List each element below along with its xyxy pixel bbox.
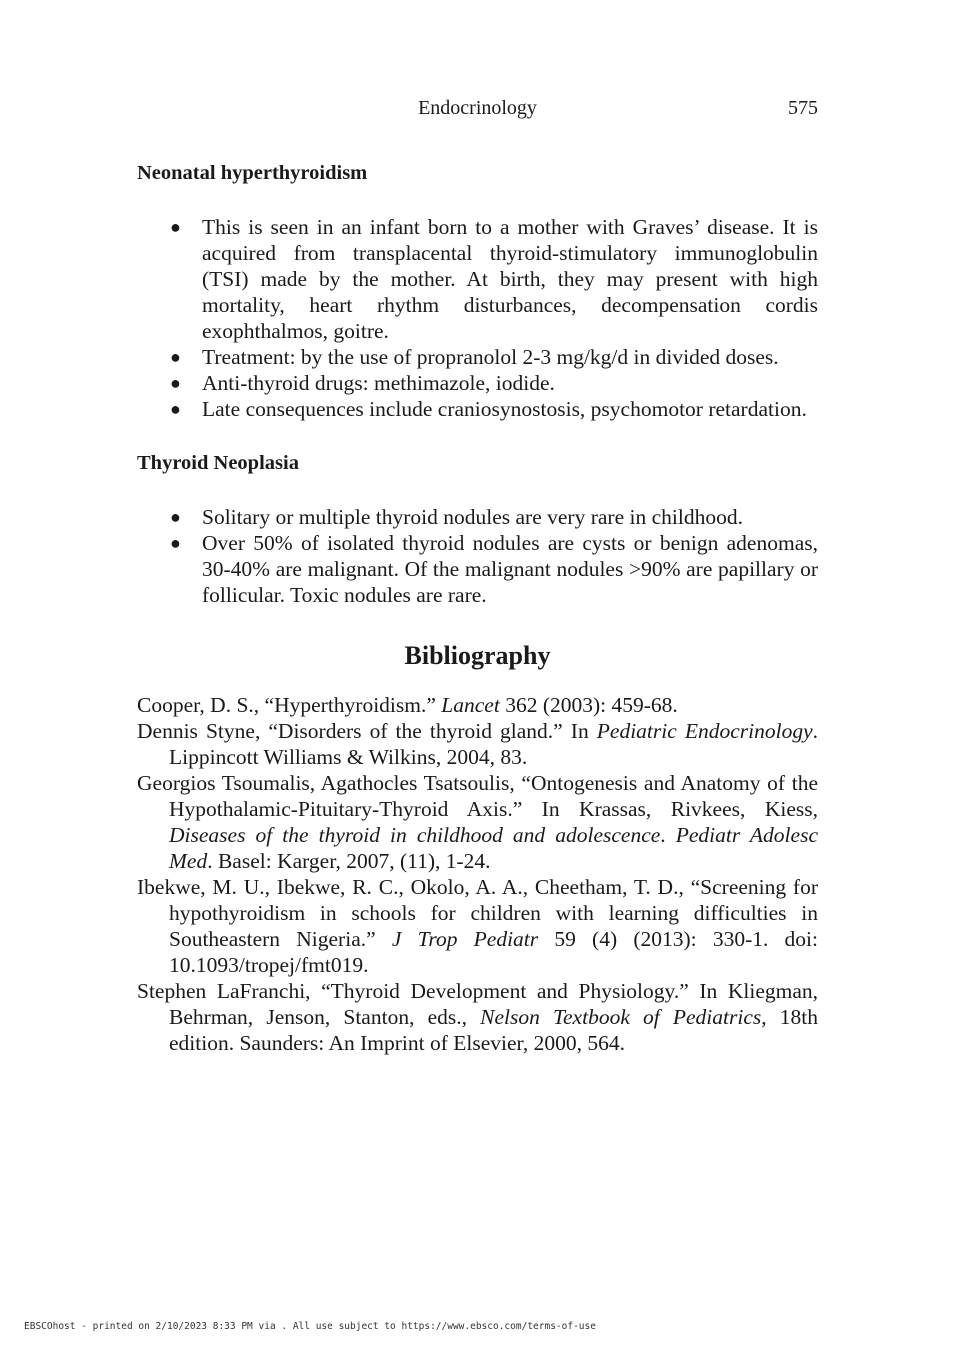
- bullet-icon: ●: [170, 507, 181, 527]
- list-item-text: Late consequences include craniosynostosis, psychomotor retardation.: [202, 397, 807, 421]
- list-item: [137, 344, 818, 370]
- bullet-icon: ●: [170, 373, 181, 393]
- running-title: Endocrinology: [418, 97, 537, 119]
- bullet-icon: ●: [170, 217, 181, 237]
- bibliography-entry: Stephen LaFranchi, “Thyroid Development and Physiology.” In Kliegman, Behrman, Jenson, Stanton, eds., Nelson Textbook of Pediatrics, 18th edition. Saunders: An Imprint of Elsevier, 2000, 564.: [137, 979, 818, 1055]
- bibliography-entry: Georgios Tsoumalis, Agathocles Tsatsoulis, “Ontogenesis and Anatomy of the Hypothalamic-Pituitary-Thyroid Axis.” In Krassas, Rivkees, Kiess, Diseases of the thyroid in childhood and adolescence. Pediatr Adolesc Med. Basel: Karger, 2007, (11), 1-24.: [137, 771, 818, 873]
- bullet-list: [137, 504, 818, 608]
- bibliography-entry: Ibekwe, M. U., Ibekwe, R. C., Okolo, A. A., Cheetham, T. D., “Screening for hypothyroidism in schools for children with learning difficulties in Southeastern Nigeria.” J Trop Pediatr 59 (4) (2013): 330-1. doi: 10.1093/tropej/fmt019.: [137, 875, 818, 977]
- list-item-text: Over 50% of isolated thyroid nodules are cysts or benign adenomas, 30-40% are malignant. Of the malignant nodules >90% are papillary or follicular. Toxic nodules are rare.: [202, 531, 818, 607]
- print-footer: EBSCOhost - printed on 2/10/2023 8:33 PM via . All use subject to https://www.ebsco.com/terms-of-use: [24, 1321, 596, 1332]
- list-item-text: Treatment: by the use of propranolol 2-3 mg/kg/d in divided doses.: [202, 345, 779, 369]
- bibliography-entry: Dennis Styne, “Disorders of the thyroid gland.” In Pediatric Endocrinology. Lippincott Williams & Wilkins, 2004, 83.: [137, 719, 818, 769]
- list-item: [137, 396, 818, 422]
- page-content: [137, 160, 818, 1056]
- list-item-text: This is seen in an infant born to a mother with Graves’ disease. It is acquired from transplacental thyroid-stimulatory immunoglobulin (TSI) made by the mother. At birth, they may present with high mortality, heart rhythm disturbances, decompensation cordis exophthalmos, goitre.: [202, 215, 818, 343]
- bullet-icon: ●: [170, 399, 181, 419]
- list-item-text: Solitary or multiple thyroid nodules are very rare in childhood.: [202, 505, 743, 529]
- bibliography-heading: Bibliography: [404, 641, 551, 670]
- running-head: [137, 97, 818, 121]
- section-heading: Neonatal hyperthyroidism: [137, 162, 368, 184]
- bullet-icon: ●: [170, 347, 181, 367]
- bullet-list: [137, 214, 818, 422]
- section-heading: Thyroid Neoplasia: [137, 452, 299, 474]
- list-item-text: Anti-thyroid drugs: methimazole, iodide.: [202, 371, 555, 395]
- list-item: [137, 370, 818, 396]
- list-item: [137, 214, 818, 344]
- list-item: [137, 504, 818, 530]
- page-number: 575: [788, 97, 818, 119]
- list-item: [137, 530, 818, 608]
- bibliography-entry: Cooper, D. S., “Hyperthyroidism.” Lancet 362 (2003): 459-68.: [137, 693, 678, 717]
- bullet-icon: ●: [170, 533, 181, 553]
